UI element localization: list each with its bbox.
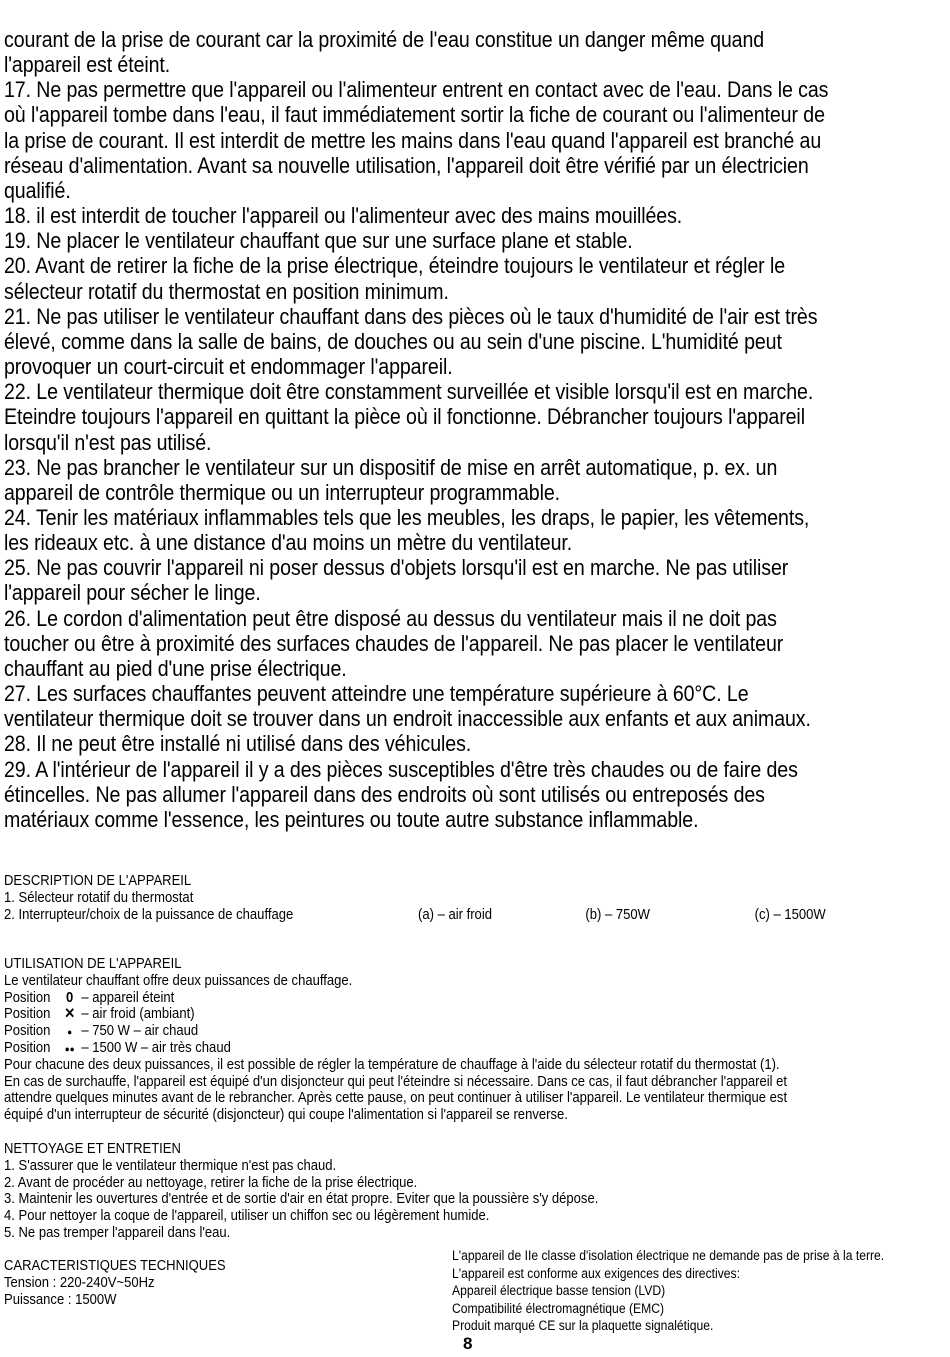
description-item: 1. Sélecteur rotatif du thermostat: [4, 889, 194, 906]
warning-item: 29. A l'intérieur de l'appareil il y a des pièces susceptibles d'être très chaudes ou de faire des étincelles. Ne pas allumer l'appareil dans des endroits où sont utilisés ou entreposés des matériaux comme l'essence, les peintures ou toute autre substance inflammable.: [4, 756, 798, 832]
warning-item: 23. Ne pas brancher le ventilateur sur un dispositif de mise en arrêt automatique, p. ex. un appareil de contrôle thermique ou un interrupteur programmable.: [4, 454, 778, 505]
warning-item: 17. Ne pas permettre que l'appareil ou l'alimenteur entrent en contact avec de l'eau. Dans le cas où l'appareil tombe dans l'eau, il faut immédiatement sortir la fiche de courant ou l'alimenteur de la prise de courant. Il est interdit de mettre les mains dans l'eau quand l'appareil est branché au réseau d'alimentation. Avant sa nouvelle utilisation, l'appareil doit être vérifié par un électricien qualifié.: [4, 77, 829, 203]
specs-power: Puissance : 1500W: [4, 1291, 117, 1308]
conformity-section: [452, 1247, 884, 1335]
usage-heading: UTILISATION DE L'APPAREIL: [4, 956, 182, 972]
conformity-line: Compatibilité électromagnétique (EMC): [452, 1300, 665, 1316]
conformity-line: L'appareil est conforme aux exigences des directives:: [452, 1265, 740, 1281]
warning-continuation: courant de la prise de courant car la proximité de l'eau constitue un danger même quand l'appareil est éteint.: [4, 27, 765, 78]
usage-section: [4, 956, 787, 1124]
conformity-line: Appareil électrique basse tension (LVD): [452, 1283, 666, 1299]
cleaning-item: 1. S'assurer que le ventilateur thermique n'est pas chaud.: [4, 1157, 337, 1174]
warning-item: 25. Ne pas couvrir l'appareil ni poser dessus d'objets lorsqu'il est en marche. Ne pas utiliser l'appareil pour sécher le linge.: [4, 555, 789, 606]
conformity-line: Produit marqué CE sur la plaquette signalétique.: [452, 1318, 714, 1334]
warning-item: 19. Ne placer le ventilateur chauffant que sur une surface plane et stable.: [4, 228, 633, 254]
specs-section: [4, 1258, 226, 1308]
option-b: (b) – 750W: [585, 906, 650, 923]
description-item: 2. Interrupteur/choix de la puissance de chauffage: [4, 906, 294, 923]
cleaning-item: 3. Maintenir les ouvertures d'entrée et de sortie d'air en état propre. Eviter que la poussière s'y dépose.: [4, 1191, 599, 1208]
usage-intro: Le ventilateur chauffant offre deux puissances de chauffage.: [4, 972, 353, 989]
fan-icon: ✕: [64, 1006, 76, 1023]
single-dot-icon: ●: [67, 1027, 73, 1038]
cleaning-item: 4. Pour nettoyer la coque de l'appareil, utiliser un chiffon sec ou légèrement humide.: [4, 1208, 490, 1225]
position-row: [4, 990, 787, 1007]
position-text: – 1500 W – air très chaud: [81, 1039, 231, 1056]
usage-text: attendre quelques minutes avant de le rebrancher. Après cette pause, on peut continuer à utiliser l'appareil. Le ventilateur thermique est: [4, 1090, 788, 1107]
position-text: – air froid (ambiant): [81, 1006, 195, 1023]
position-label: Position: [4, 989, 51, 1006]
position-row: [4, 1023, 787, 1040]
zero-icon: 0: [66, 989, 74, 1006]
warning-item: 20. Avant de retirer la fiche de la prise électrique, éteindre toujours le ventilateur et régler le sélecteur rotatif du thermostat en position minimum.: [4, 253, 786, 304]
cleaning-item: 2. Avant de procéder au nettoyage, retirer la fiche de la prise électrique.: [4, 1174, 418, 1191]
specs-voltage: Tension : 220-240V~50Hz: [4, 1274, 155, 1291]
usage-text: équipé d'un interrupteur de sécurité (disjoncteur) qui coupe l'alimentation si l'appareil se renverse.: [4, 1107, 568, 1124]
cleaning-item: 5. Ne pas tremper l'appareil dans l'eau.: [4, 1224, 231, 1241]
warning-item: 24. Tenir les matériaux inflammables tels que les meubles, les draps, le papier, les vêtements, les rideaux etc. à une distance d'au moins un mètre du ventilateur.: [4, 504, 810, 556]
position-label: Position: [4, 1039, 51, 1056]
cleaning-heading: NETTOYAGE ET ENTRETIEN: [4, 1141, 181, 1157]
position-text: – appareil éteint: [81, 989, 175, 1006]
conformity-line: L'appareil de IIe classe d'isolation électrique ne demande pas de prise à la terre.: [452, 1248, 885, 1263]
warning-item: 26. Le cordon d'alimentation peut être disposé au dessus du ventilateur mais il ne doit pas toucher ou être à proximité des surfaces chaudes de l'appareil. Ne pas placer le ventilateur chauffant au pied d'une prise électrique.: [4, 605, 784, 681]
warning-item: 27. Les surfaces chauffantes peuvent atteindre une température supérieure à 60°C. Le ventilateur thermique doit se trouver dans un endroit inaccessible aux enfants et aux animaux.: [4, 681, 811, 732]
cleaning-section: [4, 1141, 598, 1242]
position-label: Position: [4, 1006, 51, 1023]
description-item-row: [4, 906, 826, 924]
usage-text: En cas de surchauffe, l'appareil est équipé d'un disjoncteur qui peut l'éteindre si nécessaire. Dans ce cas, il faut débrancher l'appareil et: [4, 1073, 788, 1090]
warning-item: 21. Ne pas utiliser le ventilateur chauffant dans des pièces où le taux d'humidité de l'air est très élevé, comme dans la salle de bains, de douches ou au sein d'une piscine. L'humidité peut provoquer un court-circuit et endommager l'appareil.: [4, 303, 818, 380]
warning-item: 28. Il ne peut être installé ni utilisé dans des véhicules.: [4, 731, 472, 757]
double-dot-icon: ●●: [64, 1043, 75, 1054]
description-heading: DESCRIPTION DE L'APPAREIL: [4, 873, 192, 889]
option-a: (a) – air froid: [418, 906, 492, 923]
position-label: Position: [4, 1023, 51, 1040]
warning-item: 18. il est interdit de toucher l'appareil ou l'alimenteur avec des mains mouillées.: [4, 203, 683, 229]
position-text: – 750 W – air chaud: [81, 1023, 199, 1040]
warning-item: 22. Le ventilateur thermique doit être constamment surveillée et visible lorsqu'il est en marche. Eteindre toujours l'appareil en quittant la pièce où il fonctionne. Débrancher toujours l'appareil lorsqu'il n'est pas utilisé.: [4, 379, 814, 455]
specs-heading: CARACTERISTIQUES TECHNIQUES: [4, 1258, 226, 1274]
safety-warnings: [4, 27, 837, 832]
position-row: [4, 1006, 787, 1023]
page-number: 8: [463, 1334, 473, 1353]
usage-text: Pour chacune des deux puissances, il est possible de régler la température de chauffage à l'aide du sélecteur rotatif du thermostat (1).: [4, 1056, 780, 1073]
description-section: [4, 873, 826, 924]
option-c: (c) – 1500W: [754, 906, 826, 923]
position-row: [4, 1040, 787, 1057]
